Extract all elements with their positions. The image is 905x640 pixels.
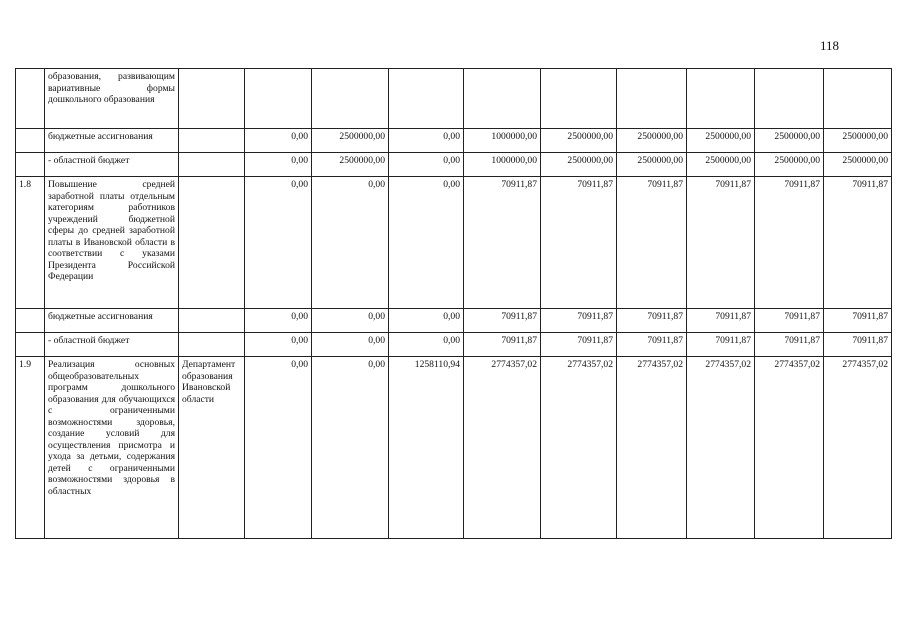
- row-index-cell: [16, 69, 45, 129]
- row-index-cell: 1.9: [16, 357, 45, 539]
- row-value-cell: 70911,87: [464, 177, 541, 309]
- table-row: [16, 129, 892, 153]
- row-value-cell: 2500000,00: [312, 153, 389, 177]
- row-index-cell: [16, 129, 45, 153]
- row-value-cell: 70911,87: [824, 309, 892, 333]
- page-number: 118: [820, 38, 840, 53]
- row-value-cell: 70911,87: [687, 309, 755, 333]
- row-value-cell: 2500000,00: [755, 129, 824, 153]
- row-executor-cell: Департамент образования Ивановской области: [179, 357, 245, 539]
- row-value-cell: 1000000,00: [464, 153, 541, 177]
- row-value-cell: [464, 69, 541, 129]
- row-value-cell: [755, 69, 824, 129]
- row-value-cell: [687, 69, 755, 129]
- row-value-cell: [617, 69, 687, 129]
- row-index-cell: [16, 153, 45, 177]
- row-value-cell: 2500000,00: [541, 153, 617, 177]
- row-value-cell: 2774357,02: [755, 357, 824, 539]
- row-value-cell: 0,00: [389, 309, 464, 333]
- row-value-cell: 0,00: [389, 177, 464, 309]
- row-value-cell: 0,00: [312, 357, 389, 539]
- row-value-cell: 2774357,02: [687, 357, 755, 539]
- row-value-cell: 0,00: [245, 153, 312, 177]
- table-row: [16, 333, 892, 357]
- table-row: [16, 69, 892, 129]
- row-value-cell: 70911,87: [541, 333, 617, 357]
- row-value-cell: 2774357,02: [617, 357, 687, 539]
- row-value-cell: [245, 69, 312, 129]
- row-value-cell: 2500000,00: [687, 129, 755, 153]
- row-value-cell: [824, 69, 892, 129]
- row-value-cell: 70911,87: [687, 333, 755, 357]
- row-value-cell: 2500000,00: [617, 129, 687, 153]
- row-executor-cell: [179, 69, 245, 129]
- row-value-cell: 0,00: [245, 309, 312, 333]
- row-description-cell: образования, развивающим вариативные формы дошкольного образования: [45, 69, 179, 129]
- table-row: [16, 357, 892, 539]
- row-value-cell: 0,00: [389, 333, 464, 357]
- table-row: [16, 309, 892, 333]
- row-value-cell: 0,00: [389, 129, 464, 153]
- table-row: [16, 153, 892, 177]
- row-value-cell: 0,00: [245, 357, 312, 539]
- row-description-cell: - областной бюджет: [45, 333, 179, 357]
- row-value-cell: 1258110,94: [389, 357, 464, 539]
- row-description-cell: - областной бюджет: [45, 153, 179, 177]
- row-value-cell: 70911,87: [755, 333, 824, 357]
- row-value-cell: 70911,87: [464, 333, 541, 357]
- row-value-cell: 2500000,00: [824, 153, 892, 177]
- row-value-cell: 2500000,00: [824, 129, 892, 153]
- row-executor-cell: [179, 309, 245, 333]
- row-value-cell: 70911,87: [464, 309, 541, 333]
- row-index-cell: [16, 309, 45, 333]
- row-value-cell: [389, 69, 464, 129]
- row-value-cell: 0,00: [245, 129, 312, 153]
- row-executor-cell: [179, 177, 245, 309]
- row-description-cell: Повышение средней заработной платы отдельным категориям работников учреждений бюджетной сферы до средней заработной платы в Ивановской области в соответствии с указами Президента Российской Федерации: [45, 177, 179, 309]
- row-description-cell: бюджетные ассигнования: [45, 129, 179, 153]
- row-index-cell: 1.8: [16, 177, 45, 309]
- row-value-cell: 70911,87: [617, 177, 687, 309]
- row-value-cell: 0,00: [312, 309, 389, 333]
- row-value-cell: 70911,87: [617, 333, 687, 357]
- row-value-cell: 70911,87: [824, 333, 892, 357]
- row-value-cell: 2500000,00: [541, 129, 617, 153]
- row-description-cell: бюджетные ассигнования: [45, 309, 179, 333]
- row-value-cell: 0,00: [245, 333, 312, 357]
- row-value-cell: 70911,87: [824, 177, 892, 309]
- row-value-cell: 0,00: [389, 153, 464, 177]
- row-value-cell: 2500000,00: [755, 153, 824, 177]
- row-executor-cell: [179, 333, 245, 357]
- row-value-cell: 0,00: [245, 177, 312, 309]
- row-value-cell: 70911,87: [755, 309, 824, 333]
- row-value-cell: [312, 69, 389, 129]
- row-value-cell: 70911,87: [687, 177, 755, 309]
- table-row: [16, 177, 892, 309]
- row-value-cell: 2500000,00: [312, 129, 389, 153]
- row-value-cell: 1000000,00: [464, 129, 541, 153]
- budget-table: [15, 68, 892, 539]
- row-description-cell: Реализация основных общеобразовательных программ дошкольного образования для обучающихся с ограниченными возможностями здоровья, создание условий для осуществления присмотра и ухода за детьми, содержания детей с ограниченными возможностями здоровья в областных: [45, 357, 179, 539]
- row-value-cell: 2500000,00: [617, 153, 687, 177]
- row-value-cell: 70911,87: [617, 309, 687, 333]
- row-value-cell: 2774357,02: [824, 357, 892, 539]
- row-executor-cell: [179, 153, 245, 177]
- row-value-cell: [541, 69, 617, 129]
- row-value-cell: 70911,87: [541, 309, 617, 333]
- row-value-cell: 0,00: [312, 177, 389, 309]
- row-value-cell: 0,00: [312, 333, 389, 357]
- row-value-cell: 2774357,02: [541, 357, 617, 539]
- row-value-cell: 2774357,02: [464, 357, 541, 539]
- row-value-cell: 2500000,00: [687, 153, 755, 177]
- row-index-cell: [16, 333, 45, 357]
- row-value-cell: 70911,87: [755, 177, 824, 309]
- row-executor-cell: [179, 129, 245, 153]
- row-value-cell: 70911,87: [541, 177, 617, 309]
